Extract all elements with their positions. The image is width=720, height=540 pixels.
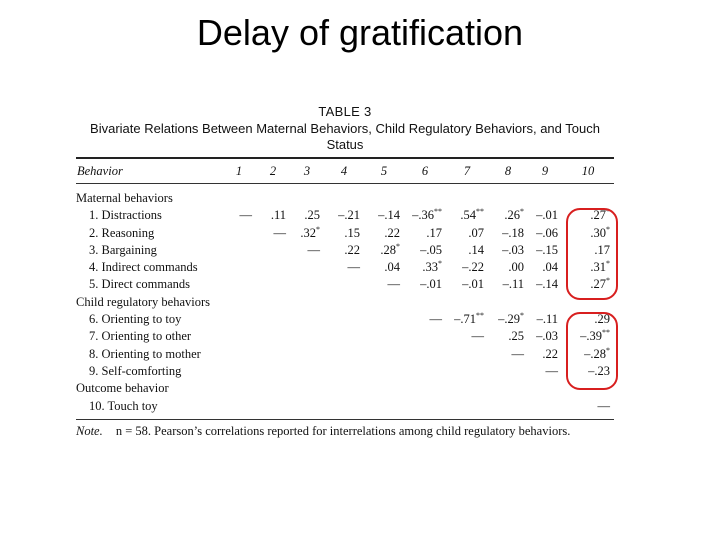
cell-col-4: .22 bbox=[344, 242, 360, 257]
row-label: 4. Indirect commands bbox=[89, 260, 198, 275]
cell-col-9: .22 bbox=[542, 346, 558, 361]
column-header-10: 10 bbox=[581, 164, 595, 178]
cell-col-2: — bbox=[273, 225, 286, 240]
cell-col-5 bbox=[364, 363, 404, 380]
cell-col-9: — bbox=[545, 363, 558, 378]
highlight-oval-maternal bbox=[566, 208, 618, 300]
cell-col-7: .14 bbox=[468, 242, 484, 257]
table-label: TABLE 3 bbox=[318, 104, 372, 119]
cell-col-6: — bbox=[429, 312, 442, 327]
row-label: 10. Touch toy bbox=[89, 398, 158, 413]
table-caption-line-1: Bivariate Relations Between Maternal Behaviors, Child Regulatory Behaviors, and Touch bbox=[90, 121, 600, 136]
cell-col-4 bbox=[324, 398, 364, 415]
row-label: 3. Bargaining bbox=[89, 242, 157, 257]
table-row bbox=[76, 259, 614, 276]
cell-col-2 bbox=[256, 311, 290, 328]
table-body bbox=[76, 184, 614, 415]
section-label: Outcome behavior bbox=[76, 381, 169, 396]
column-header-2: 2 bbox=[269, 164, 277, 178]
cell-col-2 bbox=[256, 259, 290, 276]
cell-col-1 bbox=[222, 346, 256, 363]
note-label: Note. bbox=[76, 423, 103, 438]
cell-col-8: –.11 bbox=[502, 277, 524, 292]
cell-col-8 bbox=[488, 363, 528, 380]
cell-col-7: –.71** bbox=[454, 311, 484, 327]
cell-col-1: — bbox=[239, 208, 252, 223]
cell-col-1 bbox=[222, 398, 256, 415]
correlation-table bbox=[76, 159, 614, 415]
table-row bbox=[76, 242, 614, 259]
cell-col-6 bbox=[404, 363, 446, 380]
cell-col-5: .28* bbox=[380, 241, 400, 257]
note-text: n = 58. Pearson’s correlations reported for interrelations among child regulatory behaviors. bbox=[115, 423, 571, 438]
cell-col-6: –.01 bbox=[420, 277, 442, 292]
cell-col-2 bbox=[256, 242, 290, 259]
table-row bbox=[76, 346, 614, 363]
column-header-1: 1 bbox=[235, 164, 243, 178]
row-label: 6. Orienting to toy bbox=[89, 312, 182, 327]
cell-col-5 bbox=[364, 328, 404, 345]
cell-col-8: –.29* bbox=[498, 311, 524, 327]
row-label: 9. Self-comforting bbox=[89, 363, 182, 378]
cell-col-3: — bbox=[307, 242, 320, 257]
cell-col-3 bbox=[290, 259, 324, 276]
cell-col-7: –.22 bbox=[462, 260, 484, 275]
cell-col-10: –.23 bbox=[588, 363, 610, 378]
section-row bbox=[76, 184, 614, 208]
cell-col-1 bbox=[222, 225, 256, 242]
cell-col-9: –.11 bbox=[536, 312, 558, 327]
table-header-row bbox=[76, 159, 614, 184]
cell-col-2 bbox=[256, 398, 290, 415]
cell-col-2 bbox=[256, 328, 290, 345]
cell-col-8: .25 bbox=[508, 329, 524, 344]
cell-col-9: –.03 bbox=[536, 329, 558, 344]
cell-col-3: .32* bbox=[300, 224, 320, 240]
cell-col-9 bbox=[528, 398, 562, 415]
cell-col-5: .04 bbox=[384, 260, 400, 275]
cell-col-5 bbox=[364, 398, 404, 415]
cell-col-6 bbox=[404, 328, 446, 345]
cell-col-10: — bbox=[597, 398, 610, 413]
cell-col-6: –.36** bbox=[412, 207, 442, 223]
column-header-behavior: Behavior bbox=[77, 164, 123, 178]
cell-col-8: –.18 bbox=[502, 225, 524, 240]
cell-col-8: –.03 bbox=[502, 242, 524, 257]
cell-col-4: — bbox=[347, 260, 360, 275]
cell-col-1 bbox=[222, 242, 256, 259]
column-header-5: 5 bbox=[380, 164, 388, 178]
cell-col-4 bbox=[324, 276, 364, 293]
cell-col-5: –.14 bbox=[378, 208, 400, 223]
cell-col-1 bbox=[222, 276, 256, 293]
section-row bbox=[76, 380, 614, 397]
cell-col-5: .22 bbox=[384, 225, 400, 240]
row-label: 7. Orienting to other bbox=[89, 329, 192, 344]
table-row bbox=[76, 225, 614, 242]
row-label: 1. Distractions bbox=[89, 208, 162, 223]
cell-col-5 bbox=[364, 311, 404, 328]
table-row bbox=[76, 398, 614, 415]
table-caption bbox=[76, 121, 614, 153]
table-note bbox=[76, 424, 614, 439]
cell-col-9: .04 bbox=[542, 260, 558, 275]
cell-col-4 bbox=[324, 311, 364, 328]
cell-col-5 bbox=[364, 346, 404, 363]
cell-col-6 bbox=[404, 398, 446, 415]
cell-col-8: .00 bbox=[508, 260, 524, 275]
cell-col-9: –.15 bbox=[536, 242, 558, 257]
cell-col-10: .17 bbox=[594, 242, 610, 257]
column-header-6: 6 bbox=[421, 164, 429, 178]
cell-col-4 bbox=[324, 363, 364, 380]
cell-col-7 bbox=[446, 363, 488, 380]
cell-col-6: .33* bbox=[422, 259, 442, 275]
cell-col-3 bbox=[290, 311, 324, 328]
cell-col-3 bbox=[290, 398, 324, 415]
cell-col-6: –.05 bbox=[420, 242, 442, 257]
column-header-7: 7 bbox=[463, 164, 471, 178]
table-row bbox=[76, 363, 614, 380]
cell-col-8: .26* bbox=[504, 207, 524, 223]
column-header-3: 3 bbox=[303, 164, 311, 178]
cell-col-7: .07 bbox=[468, 225, 484, 240]
cell-col-4: .15 bbox=[344, 225, 360, 240]
cell-col-4: –.21 bbox=[338, 208, 360, 223]
correlation-table-figure bbox=[76, 104, 614, 439]
cell-col-6 bbox=[404, 346, 446, 363]
column-header-9: 9 bbox=[541, 164, 549, 178]
cell-col-10: .31* bbox=[590, 259, 610, 275]
table-caption-line-2: Status bbox=[326, 137, 364, 152]
cell-col-2: .11 bbox=[270, 208, 286, 223]
column-header-8: 8 bbox=[504, 164, 512, 178]
section-label: Child regulatory behaviors bbox=[76, 294, 210, 309]
cell-col-10: .27* bbox=[590, 276, 610, 292]
cell-col-2 bbox=[256, 363, 290, 380]
cell-col-9: –.01 bbox=[536, 208, 558, 223]
cell-col-8: — bbox=[511, 346, 524, 361]
cell-col-3 bbox=[290, 346, 324, 363]
bottom-rule bbox=[76, 419, 614, 420]
cell-col-8 bbox=[488, 398, 528, 415]
cell-col-1 bbox=[222, 311, 256, 328]
column-header-4: 4 bbox=[340, 164, 348, 178]
cell-col-1 bbox=[222, 328, 256, 345]
cell-col-9: –.14 bbox=[536, 277, 558, 292]
cell-col-4 bbox=[324, 328, 364, 345]
cell-col-7: — bbox=[471, 329, 484, 344]
cell-col-3 bbox=[290, 363, 324, 380]
table-row bbox=[76, 276, 614, 293]
cell-col-10: .29 bbox=[594, 312, 610, 327]
cell-col-2 bbox=[256, 276, 290, 293]
cell-col-7 bbox=[446, 346, 488, 363]
cell-col-6: .17 bbox=[426, 225, 442, 240]
cell-col-4 bbox=[324, 346, 364, 363]
highlight-oval-child bbox=[566, 312, 618, 390]
section-label: Maternal behaviors bbox=[76, 191, 173, 205]
row-label: 8. Orienting to mother bbox=[89, 346, 201, 361]
slide-title: Delay of gratification bbox=[196, 12, 524, 53]
cell-col-10: –.39** bbox=[580, 328, 610, 344]
section-row bbox=[76, 294, 614, 311]
cell-col-2 bbox=[256, 346, 290, 363]
cell-col-10: .27* bbox=[590, 207, 610, 223]
cell-col-7: –.01 bbox=[462, 277, 484, 292]
cell-col-5: — bbox=[387, 277, 400, 292]
cell-col-7 bbox=[446, 398, 488, 415]
cell-col-9: –.06 bbox=[536, 225, 558, 240]
cell-col-3 bbox=[290, 276, 324, 293]
cell-col-7: .54** bbox=[460, 207, 484, 223]
cell-col-3 bbox=[290, 328, 324, 345]
cell-col-3: .25 bbox=[304, 208, 320, 223]
row-label: 2. Reasoning bbox=[89, 225, 155, 240]
row-label: 5. Direct commands bbox=[89, 277, 191, 292]
cell-col-1 bbox=[222, 259, 256, 276]
cell-col-10: .30* bbox=[590, 224, 610, 240]
cell-col-1 bbox=[222, 363, 256, 380]
table-row bbox=[76, 328, 614, 345]
table-row bbox=[76, 311, 614, 328]
cell-col-10: –.28* bbox=[584, 345, 610, 361]
table-row bbox=[76, 207, 614, 224]
